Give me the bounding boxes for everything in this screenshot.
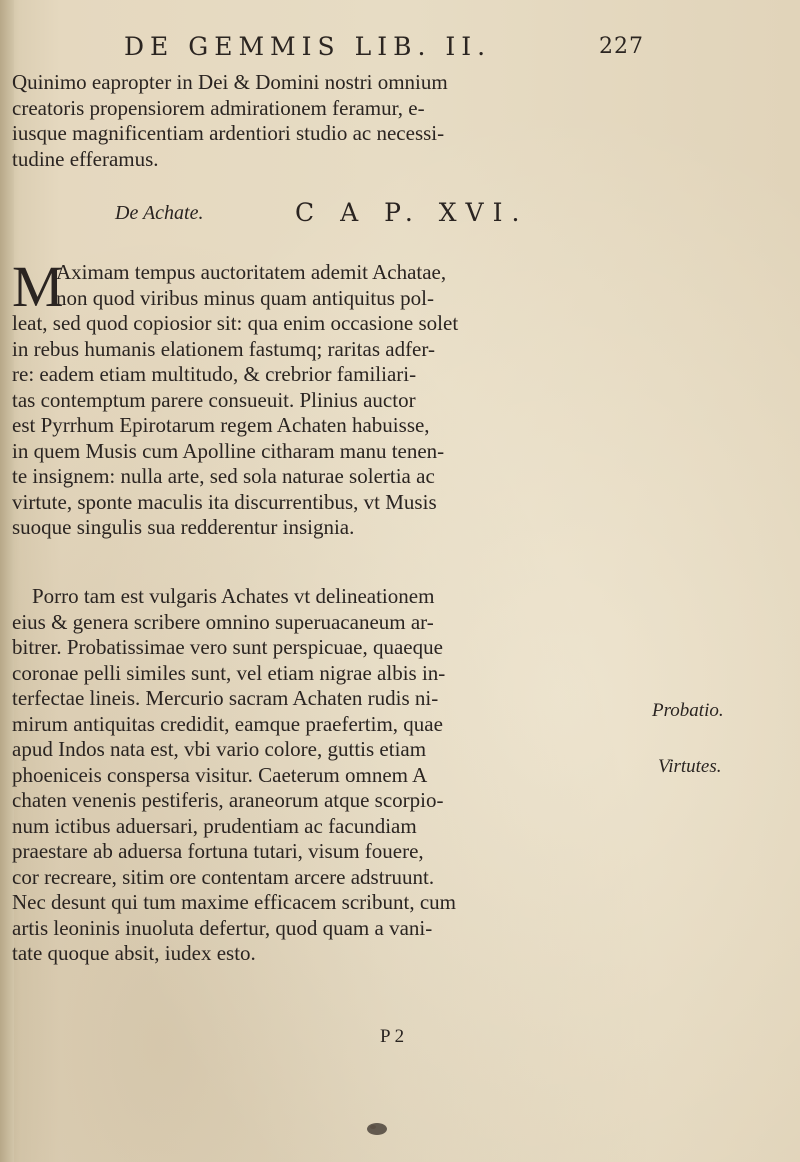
text-line: in rebus humanis elationem fastumq; raritas adfer- [12,336,435,361]
paragraph-main [12,254,622,541]
text-line: creatoris propensiorem admirationem feramur, e- [12,95,425,120]
page-number: 227 [599,34,644,59]
text-line: virtute, sponte maculis ita discurrentibus, vt Musis [12,489,437,514]
text-line: mirum antiquitas credidit, eamque praefertim, quae [12,711,443,736]
paragraph-porro [12,584,622,967]
text-line: est Pyrrhum Epirotarum regem Achaten habuisse, [12,413,430,437]
text-line: tudine efferamus. [12,146,159,171]
running-title: DE GEMMIS LIB. II. [124,32,492,61]
paragraph-top [12,70,622,172]
chapter-subject: De Achate. [115,202,204,224]
text-line: in quem Musis cum Apolline citharam manu tenen- [12,438,445,463]
text-line: Quinimo eapropter in Dei & Domini nostri omnium [12,70,448,94]
running-head [124,26,644,66]
text-line: tas contemptum parere consueuit. Plinius auctor [12,387,416,412]
text-line: iusque magnificentiam ardentiori studio ac necessi- [12,121,445,145]
signature-mark: P 2 [380,1026,405,1047]
text-line: bitrer. Probatissimae vero sunt perspicuae, quaeque [12,635,443,659]
text-line: chaten venenis pestiferis, araneorum atque scorpio- [12,788,444,812]
drop-capital: M [12,254,64,319]
text-line: Nec desunt qui tum maxime efficacem scribunt, cum [12,890,456,914]
text-line: re: eadem etiam multitudo, & crebrior familiari- [12,362,417,386]
text-line: suoque singulis sua redderentur insignia. [12,515,355,539]
ink-blot-ornament [364,1120,390,1138]
text-line: eius & genera scribere omnino superuacaneum ar- [12,609,434,634]
text-line: praestare ab aduersa fortuna tutari, visum fouere, [12,839,424,863]
margin-note-virtutes: Virtutes. [658,756,722,777]
text-line: cor recreare, sitim ore contentam arcere adstruunt. [12,864,435,889]
text-line: Porro tam est vulgaris Achates vt delineationem [32,584,435,608]
text-line: num ictibus aduersari, prudentiam ac facundiam [12,813,417,838]
text-line: terfectae lineis. Mercurio sacram Achaten rudis ni- [12,686,439,710]
text-line: leat, sed quod copiosior sit: qua enim occasione solet [12,311,459,335]
chapter-title: C A P. XVI. [295,198,529,227]
margin-note-probatio: Probatio. [652,700,724,721]
text-line: artis leoninis inuoluta defertur, quod quam a vani- [12,915,433,940]
binding-gutter [0,0,14,1162]
text-line: coronae pelli similes sunt, vel etiam nigrae albis in- [12,660,446,685]
text-line: Aximam tempus auctoritatem ademit Achatae, [56,260,447,284]
chapter-heading [115,198,565,232]
text-line: te insignem: nulla arte, sed sola naturae solertia ac [12,464,435,488]
text-line: non quod viribus minus quam antiquitus pol- [56,285,434,310]
text-line: phoeniceis conspersa visitur. Caeterum omnem A [12,762,428,787]
text-line: apud Indos nata est, vbi vario colore, guttis etiam [12,737,427,761]
text-line: tate quoque absit, iudex esto. [12,941,256,965]
